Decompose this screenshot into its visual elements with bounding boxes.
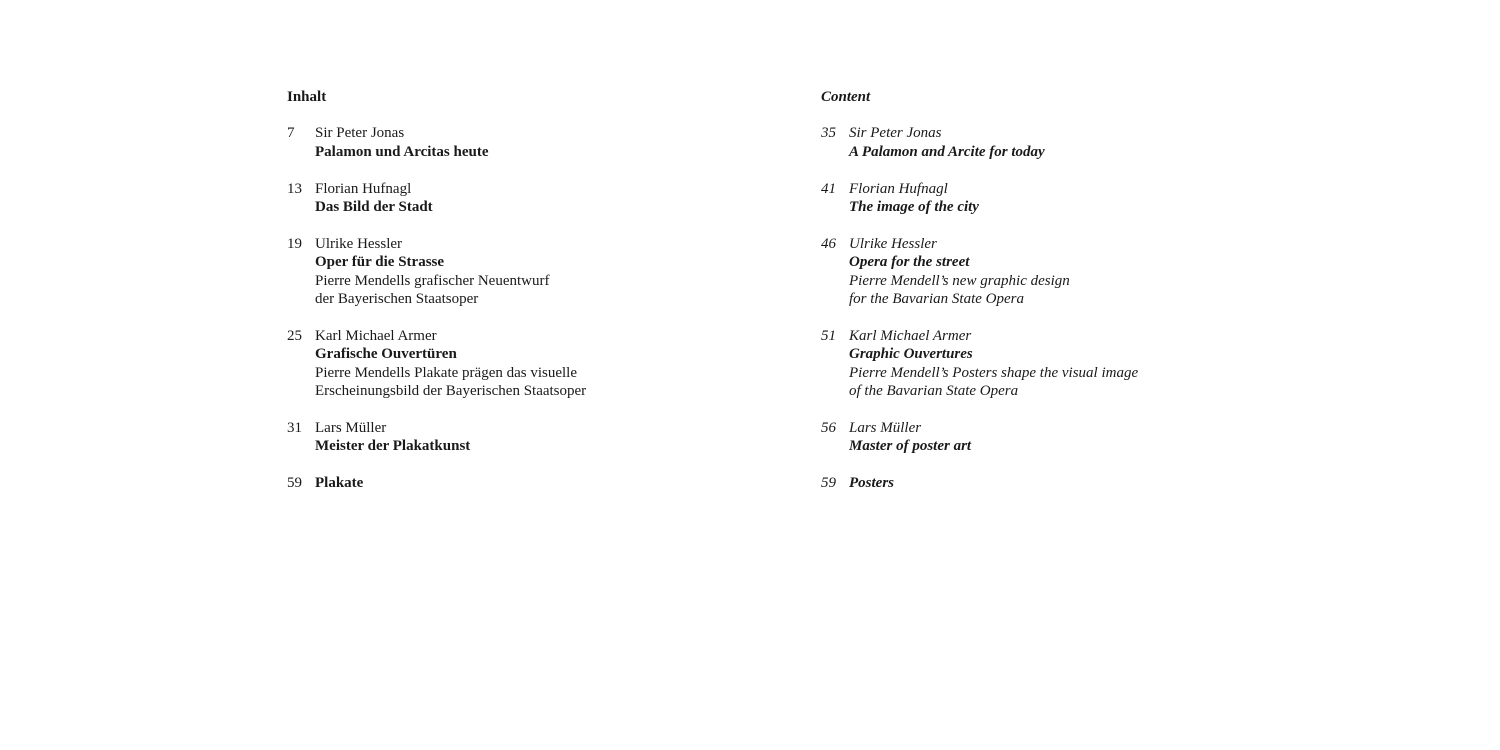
- entry-subtitle-line: Pierre Mendells grafischer Neuentwurf: [315, 272, 550, 289]
- page-number: 59: [821, 475, 836, 492]
- page-number: 59: [287, 475, 302, 492]
- entry-author: Lars Müller: [315, 419, 387, 436]
- page-number: 19: [287, 235, 302, 252]
- entry-title: Oper für die Strasse: [315, 254, 445, 271]
- toc-entry[interactable]: [821, 474, 1241, 492]
- page-number: 41: [821, 180, 836, 197]
- page-number: 35: [821, 125, 836, 142]
- toc-entry[interactable]: [287, 327, 707, 401]
- entry-title: Das Bild der Stadt: [315, 199, 433, 216]
- page-number: 56: [821, 419, 836, 436]
- entry-title: Opera for the street: [849, 254, 970, 271]
- entry-author: Karl Michael Armer: [849, 327, 972, 344]
- entry-title: A Palamon and Arcite for today: [849, 143, 1045, 160]
- entry-author: Florian Hufnagl: [849, 180, 948, 197]
- page-number: 31: [287, 419, 302, 436]
- entry-title: Palamon und Arcitas heute: [315, 143, 489, 160]
- entry-title: Master of poster art: [849, 438, 972, 455]
- toc-entry[interactable]: [821, 235, 1241, 309]
- entry-title: Posters: [849, 475, 894, 492]
- entry-author: Sir Peter Jonas: [315, 125, 405, 142]
- page-number: 46: [821, 235, 836, 252]
- toc-heading: Inhalt: [287, 89, 327, 105]
- toc-entry[interactable]: [821, 327, 1241, 401]
- toc-entry[interactable]: [821, 419, 1241, 456]
- entry-author: Florian Hufnagl: [315, 180, 412, 197]
- page-number: 25: [287, 327, 302, 344]
- entry-author: Karl Michael Armer: [315, 327, 437, 344]
- entry-author: Sir Peter Jonas: [849, 125, 942, 142]
- page-number: 7: [287, 125, 295, 142]
- entry-subtitle-line: of the Bavarian State Opera: [849, 383, 1019, 400]
- entry-subtitle-line: der Bayerischen Staatsoper: [315, 291, 479, 308]
- entry-title: Grafische Ouvertüren: [315, 346, 457, 363]
- toc-entry[interactable]: [287, 124, 707, 161]
- entry-title: Plakate: [315, 475, 364, 492]
- entry-subtitle-line: Pierre Mendell’s new graphic design: [849, 272, 1070, 289]
- entry-subtitle-line: Pierre Mendell’s Posters shape the visual image: [849, 364, 1139, 381]
- toc-english: [821, 88, 1241, 511]
- entry-title: Graphic Ouvertures: [849, 346, 973, 363]
- toc-heading: Content: [821, 89, 871, 105]
- entry-title: Meister der Plakatkunst: [315, 438, 471, 455]
- toc-german: [287, 88, 707, 511]
- entry-subtitle-line: Erscheinungsbild der Bayerischen Staatsoper: [315, 383, 587, 400]
- page-number: 13: [287, 180, 302, 197]
- toc-entry[interactable]: [287, 180, 707, 217]
- toc-entry[interactable]: [821, 180, 1241, 217]
- page-number: 51: [821, 327, 836, 344]
- entry-title: The image of the city: [849, 199, 979, 216]
- toc-entry[interactable]: [287, 474, 707, 492]
- entry-author: Lars Müller: [849, 419, 922, 436]
- toc-entry[interactable]: [821, 124, 1241, 161]
- entry-author: Ulrike Hessler: [849, 235, 937, 252]
- toc-entry[interactable]: [287, 235, 707, 309]
- toc-entry[interactable]: [287, 419, 707, 456]
- entry-subtitle-line: Pierre Mendells Plakate prägen das visuelle: [315, 364, 578, 381]
- entry-subtitle-line: for the Bavarian State Opera: [849, 291, 1024, 308]
- entry-author: Ulrike Hessler: [315, 235, 403, 252]
